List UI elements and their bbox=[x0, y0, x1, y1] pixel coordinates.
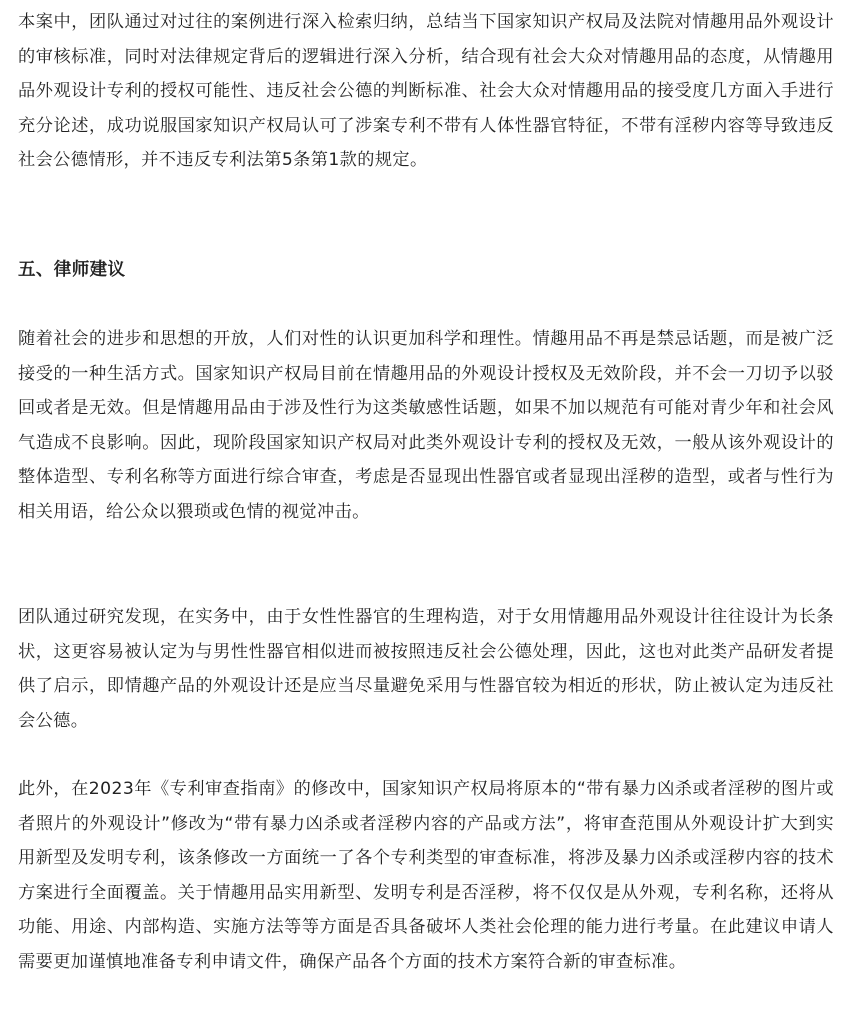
paragraph-advice-2023-guideline: 此外，在2023年《专利审查指南》的修改中，国家知识产权局将原本的“带有暴力凶杀或者淫秽的图片或者照片的外观设计”修改为“带有暴力凶杀或者淫秽内容的产品或方法”，将审查范围从外观设计扩大到实用新型及发明专利，该条修改一方面统一了各个专利类型的审查标准，将涉及暴力凶杀或淫秽内容的技术方案进行全面覆盖。关于情趣用品实用新型、发明专利是否淫秽，将不仅仅是从外观，专利名称，还将从功能、用途、内部构造、实施方法等等方面是否具备破坏人类社会伦理的能力进行考量。在此建议申请人需要更加谨慎地准备专利申请文件，确保产品各个方面的技术方案符合新的审查标准。 bbox=[18, 779, 834, 972]
paragraph-case-summary: 本案中，团队通过对过往的案例进行深入检索归纳，总结当下国家知识产权局及法院对情趣用品外观设计的审核标准，同时对法律规定背后的逻辑进行深入分析，结合现有社会大众对情趣用品的态度，从情趣用品外观设计专利的授权可能性、违反社会公德的判断标准、社会大众对情趣用品的接受度几方面入手进行充分论述，成功说服国家知识产权局认可了涉案专利不带有人体性器官特征，不带有淫秽内容等导致违反社会公德情形，并不违反专利法第5条第1款的规定。 bbox=[18, 12, 834, 170]
paragraph-advice-design-shape: 团队通过研究发现，在实务中，由于女性性器官的生理构造，对于女用情趣用品外观设计往往设计为长条状，这更容易被认定为与男性性器官相似进而被按照违反社会公德处理，因此，这也对此类产品研发者提供了启示，即情趣产品的外观设计还是应当尽量避免采用与性器官较为相近的形状，防止被认定为违反社会公德。 bbox=[18, 607, 834, 731]
paragraph-advice-review-standards: 随着社会的进步和思想的开放，人们对性的认识更加科学和理性。情趣用品不再是禁忌话题，而是被广泛接受的一种生活方式。国家知识产权局目前在情趣用品的外观设计授权及无效阶段，并不会一刀切予以驳回或者是无效。但是情趣用品由于涉及性行为这类敏感性话题，如果不加以规范有可能对青少年和社会风气造成不良影响。因此，现阶段国家知识产权局对此类外观设计专利的授权及无效，一般从该外观设计的整体造型、专利名称等方面进行综合审查，考虑是否显现出性器官或者显现出淫秽的造型，或者与性行为相关用语，给公众以猥琐或色情的视觉冲击。 bbox=[18, 329, 834, 522]
section-heading-lawyer-advice: 五、律师建议 bbox=[18, 260, 126, 280]
